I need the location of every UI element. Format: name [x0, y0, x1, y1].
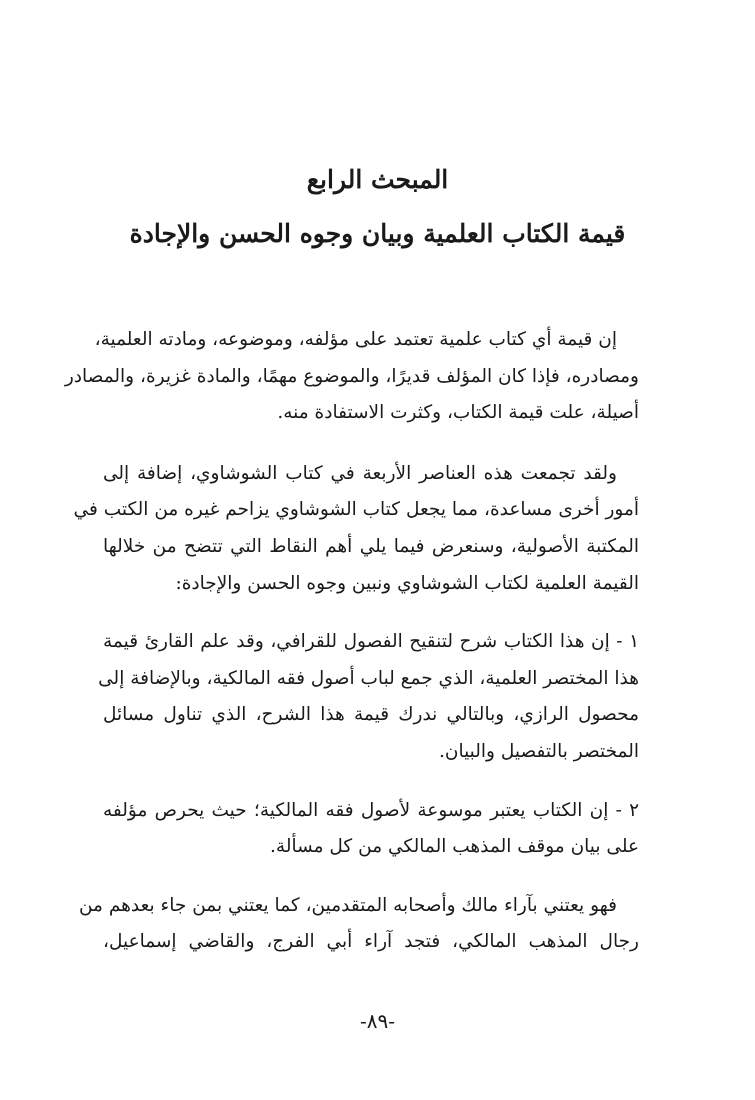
text-line: رجال المذهب المالكي، فتجد آراء أبي الفرج، والقاضي إسماعيل، [103, 931, 639, 953]
section-heading: المبحث الرابع [306, 165, 449, 194]
text-line: أصيلة، علت قيمة الكتاب، وكثرت الاستفادة منه. [277, 402, 639, 424]
text-line: المكتبة الأصولية، وسنعرض فيما يلي أهم النقاط التي تتضح من خلالها [103, 535, 639, 557]
paragraph [73, 456, 639, 602]
paragraph-gap [103, 771, 639, 793]
text-line: أمور أخرى مساعدة، مما يجعل كتاب الشوشاوي يزاحم غيره من الكتب في [73, 499, 639, 521]
paragraph-gap [103, 432, 639, 456]
text-line: إن قيمة أي كتاب علمية تعتمد على مؤلفه، وموضوعه، ومادته العلمية، [94, 329, 617, 350]
text-line: فهو يعتني بآراء مالك وأصحابه المتقدمين، كما يعتني بمن جاء بعدهم من [78, 894, 617, 916]
body-text [64, 322, 639, 961]
page-number: -٨٩- [359, 1009, 395, 1033]
text-line: ١ - إن هذا الكتاب شرح لتنقيح الفصول للقرافي، وقد علم القارئ قيمة [103, 631, 639, 653]
paragraph-gap [103, 866, 639, 888]
text-line: محصول الرازي، وبالتالي ندرك قيمة هذا الشرح، الذي تناول مسائل [103, 704, 639, 726]
paragraph [103, 793, 639, 866]
paragraph [98, 624, 639, 770]
section-title: قيمة الكتاب العلمية وبيان وجوه الحسن والإجادة [129, 219, 626, 248]
text-line: ومصادره، فإذا كان المؤلف قديرًا، والموضوع مهمًا، والمادة غزيرة، والمصادر [64, 365, 639, 387]
text-line: على بيان موقف المذهب المالكي من كل مسألة. [270, 836, 639, 858]
text-line: هذا المختصر العلمية، الذي جمع لباب أصول فقه المالكية، وبالإضافة إلى [98, 667, 639, 689]
paragraph-gap [103, 602, 639, 624]
paragraph [64, 322, 639, 432]
text-line: المختصر بالتفصيل والبيان. [439, 740, 639, 762]
text-line: ولقد تجمعت هذه العناصر الأربعة في كتاب الشوشاوي، إضافة إلى [103, 462, 617, 484]
text-line: ٢ - إن الكتاب يعتبر موسوعة لأصول فقه المالكية؛ حيث يحرص مؤلفه [103, 799, 639, 821]
text-line: القيمة العلمية لكتاب الشوشاوي ونبين وجوه الحسن والإجادة: [175, 572, 639, 594]
paragraph [78, 888, 639, 961]
